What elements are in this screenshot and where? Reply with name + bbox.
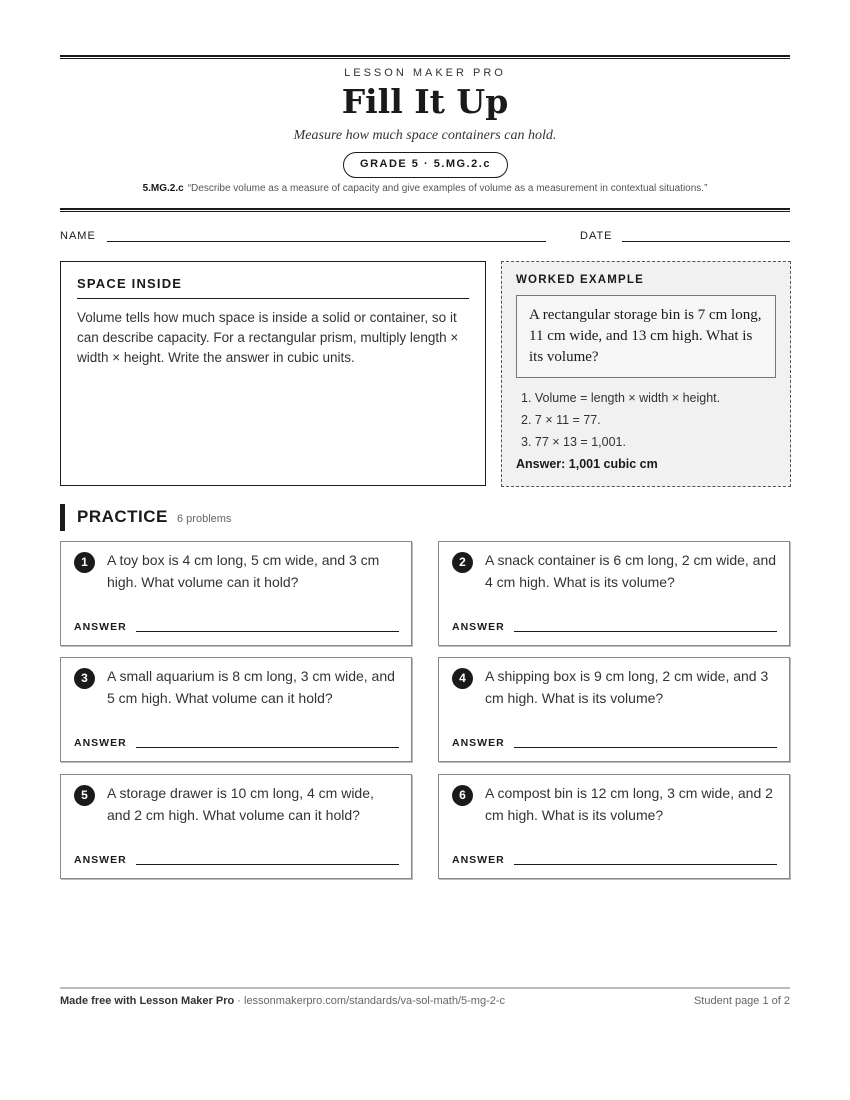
problem-card: [438, 541, 790, 646]
answer-field[interactable]: [136, 747, 399, 748]
problem-card: [60, 541, 412, 646]
footer-made-with: Made free with Lesson Maker Pro: [60, 995, 235, 1007]
date-label: DATE: [580, 230, 613, 242]
problem-text: A small aquarium is 8 cm long, 3 cm wide, and 5 cm high. What volume can it hold?: [107, 668, 395, 706]
answer-field[interactable]: [136, 864, 399, 865]
problem-text: A snack container is 6 cm long, 2 cm wide, and 4 cm high. What is its volume?: [485, 552, 777, 590]
problem-card: [438, 774, 790, 879]
answer-field[interactable]: [514, 631, 777, 632]
space-inside-box: [60, 261, 486, 486]
worked-example-answer: Answer: 1,001 cubic cm: [516, 457, 658, 471]
header-top-rule: [60, 55, 790, 59]
worked-example-box: [501, 261, 791, 487]
header-bottom-rule: [60, 208, 790, 212]
footer-credit: [60, 995, 505, 1007]
standard-description: “Describe volume as a measure of capacity and give examples of volume as a measurement in contextual situations.”: [187, 183, 708, 194]
answer-label: ANSWER: [74, 854, 127, 866]
answer-label: ANSWER: [74, 737, 127, 749]
answer-field[interactable]: [514, 864, 777, 865]
problem-number: 4: [452, 668, 473, 689]
answer-label: ANSWER: [74, 621, 127, 633]
worked-example-question: A rectangular storage bin is 7 cm long, 11 cm wide, and 13 cm high. What is its volume?: [516, 295, 776, 378]
answer-field[interactable]: [514, 747, 777, 748]
answer-label: ANSWER: [452, 621, 505, 633]
answer-label: ANSWER: [452, 854, 505, 866]
name-label: NAME: [60, 230, 96, 242]
problem-text: A shipping box is 9 cm long, 2 cm wide, and 3 cm high. What is its volume?: [485, 668, 769, 706]
problem-text: A storage drawer is 10 cm long, 4 cm wide, and 2 cm high. What volume can it hold?: [107, 785, 374, 823]
problem-text: A compost bin is 12 cm long, 3 cm wide, and 2 cm high. What is its volume?: [485, 785, 773, 823]
problem-card: [60, 774, 412, 879]
worked-example-step: 3. 77 × 13 = 1,001.: [521, 435, 626, 449]
date-field[interactable]: [622, 241, 790, 242]
problem-card: [438, 657, 790, 762]
answer-label: ANSWER: [452, 737, 505, 749]
space-inside-heading: SPACE INSIDE: [77, 276, 469, 299]
space-inside-body: Volume tells how much space is inside a solid or container, so it can describe capacity. For a rectangular prism, multiply length × width × height. Write the answer in cubic units.: [77, 310, 459, 365]
problem-number: 3: [74, 668, 95, 689]
standard-code: 5.MG.2.c: [142, 183, 184, 194]
footer-rule: [60, 987, 790, 989]
name-field[interactable]: [107, 241, 546, 242]
brand-name: LESSON MAKER PRO: [344, 67, 506, 79]
footer-page-number: Student page 1 of 2: [693, 995, 790, 1007]
worked-example-step: 2. 7 × 11 = 77.: [521, 413, 601, 427]
problem-number: 5: [74, 785, 95, 806]
problem-number: 2: [452, 552, 473, 573]
footer-url: · lessonmakerpro.com/standards/va-sol-math/5-mg-2-c: [234, 995, 506, 1007]
practice-title: PRACTICE: [77, 507, 168, 526]
practice-count: 6 problems: [177, 513, 232, 525]
problem-number: 6: [452, 785, 473, 806]
grade-badge: GRADE 5 · 5.MG.2.c: [343, 152, 508, 178]
worked-example-heading: WORKED EXAMPLE: [516, 274, 644, 286]
practice-accent-bar: [60, 504, 65, 531]
problem-number: 1: [74, 552, 95, 573]
answer-field[interactable]: [136, 631, 399, 632]
worked-example-steps: [516, 387, 776, 453]
page-subtitle: Measure how much space containers can hold.: [293, 128, 557, 143]
problem-text: A toy box is 4 cm long, 5 cm wide, and 3 cm high. What volume can it hold?: [107, 552, 380, 590]
standard-line: [0, 183, 850, 194]
worked-example-step: 1. Volume = length × width × height.: [521, 391, 721, 405]
page-title: Fill It Up: [341, 82, 509, 121]
problem-card: [60, 657, 412, 762]
